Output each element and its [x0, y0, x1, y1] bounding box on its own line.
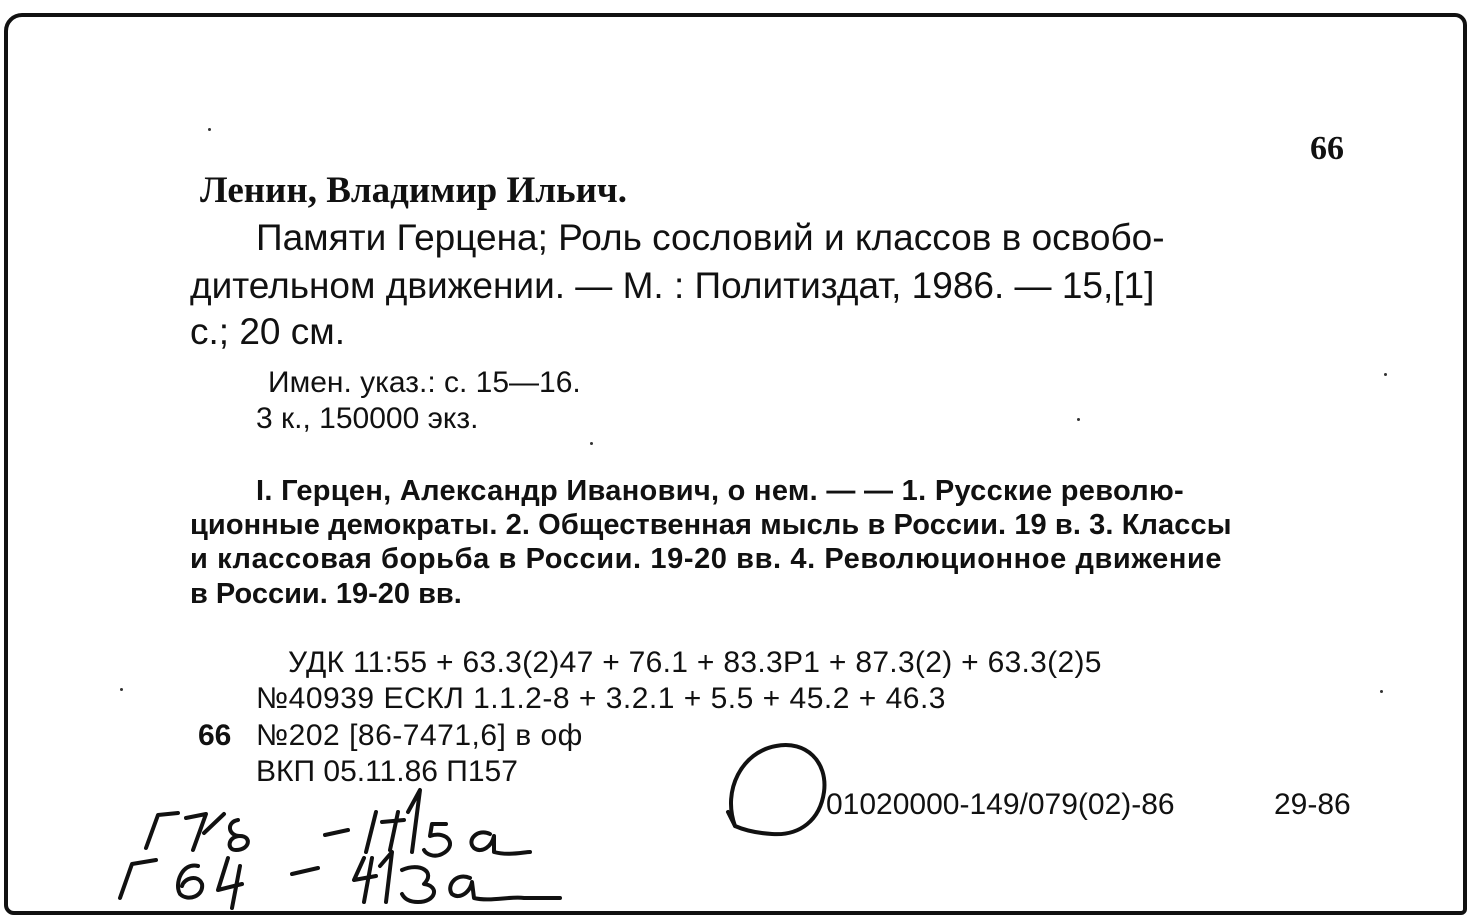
card-number: 66 [1310, 130, 1344, 167]
author-heading: Ленин, Владимир Ильич. [200, 170, 628, 211]
title-line-2: дительном движении. — М. : Политиздат, 1986. — 15,[1] [190, 265, 1155, 306]
vkp-line: ВКП 05.11.86 П157 [256, 755, 518, 788]
note-index: Имен. указ.: с. 15—16. [268, 366, 581, 399]
udk-line: УДК 11:55 + 63.3(2)47 + 76.1 + 83.3Р1 + 87.3(2) + 63.3(2)5 [288, 646, 1102, 679]
registration-line: №40939 ЕСКЛ 1.1.2-8 + 3.2.1 + 5.5 + 45.2 + 46.3 [256, 682, 946, 715]
publisher-code: 01020000-149/079(02)-86 [826, 788, 1175, 821]
note-price: 3 к., 150000 экз. [256, 402, 479, 435]
hand-mark-1 [146, 813, 178, 848]
subject-line-4: в России. 19-20 вв. [190, 578, 462, 610]
subject-line-1: I. Герцен, Александр Иванович, о нем. — — 1. Русские револю- [256, 475, 1184, 507]
hand-mark-2 [120, 860, 156, 898]
order-line: №202 [86-7471,6] в оф [256, 719, 583, 752]
subject-line-2: ционные демократы. 2. Общественная мысль в России. 19 в. 3. Классы [190, 509, 1232, 541]
code-date: 29-86 [1274, 788, 1351, 821]
title-line-3: с.; 20 см. [190, 311, 345, 352]
stamp-loop [731, 745, 824, 834]
subject-line-3: и классовая борьба в России. 19-20 вв. 4. Революционное движение [190, 543, 1223, 575]
title-line-1: Памяти Герцена; Роль сословий и классов в освобо- [256, 217, 1165, 258]
call-number: 66 [198, 719, 232, 752]
